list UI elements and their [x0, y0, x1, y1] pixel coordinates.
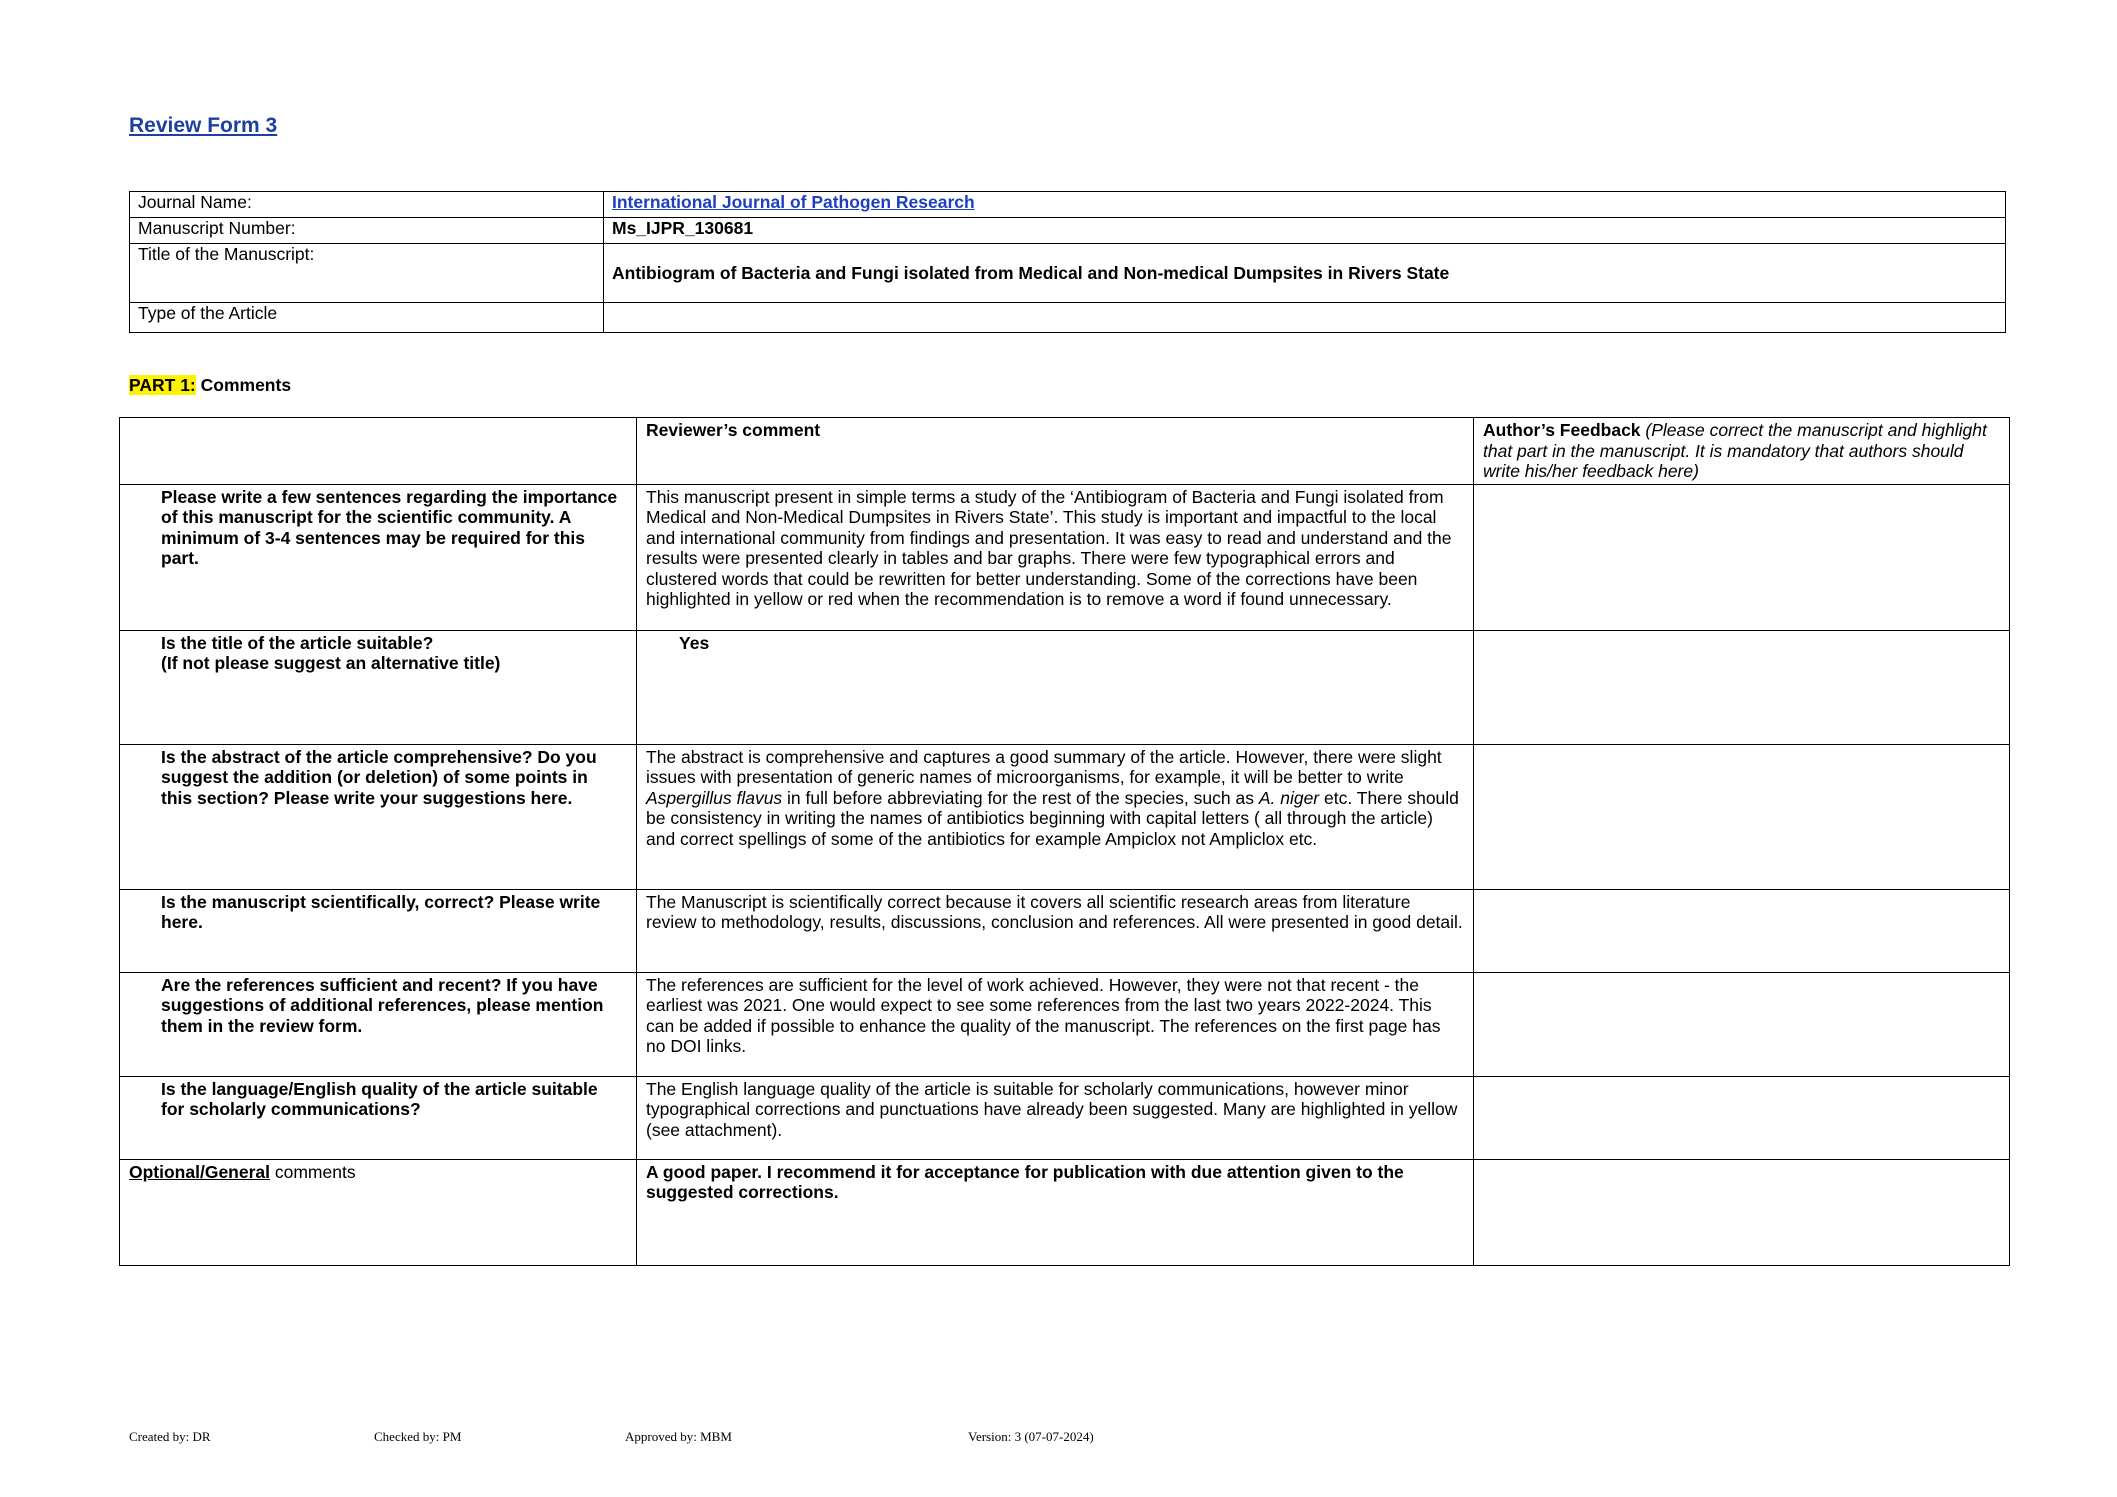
- comment-row-abstract: [120, 744, 2010, 889]
- comment-row-title: [120, 630, 2010, 744]
- footer-approved: Approved by: MBM: [625, 1429, 732, 1444]
- footer-created: Created by: DR: [129, 1429, 211, 1444]
- question-title-line1: Is the title of the article suitable?: [161, 632, 434, 653]
- comment-abstract: [637, 744, 1474, 889]
- question-optional: [120, 1159, 637, 1265]
- comment-abstract-part3: etc. There should be consistency in writing the names of antibiotics beginning with capital letters ( all through the article) and correct spellings of some of the antibiotics for example Ampiclox not Ampliclox etc.: [646, 787, 1459, 849]
- journal-label: Journal Name:: [130, 192, 604, 218]
- feedback-optional[interactable]: [1474, 1159, 2010, 1265]
- footer-checked: Checked by: PM: [374, 1429, 462, 1444]
- journal-link[interactable]: International Journal of Pathogen Research: [612, 192, 975, 212]
- comment-row-optional: [120, 1159, 2010, 1265]
- manuscript-title-row: [130, 244, 2006, 303]
- part1-highlight: PART 1:: [129, 375, 196, 395]
- feedback-scientific[interactable]: [1474, 889, 2010, 972]
- feedback-abstract[interactable]: [1474, 744, 2010, 889]
- manuscript-number-row: [130, 218, 2006, 244]
- question-abstract: Is the abstract of the article comprehensive? Do you suggest the addition (or deletion) of some points in this section? Please write your suggestions here.: [120, 744, 637, 889]
- question-references: Are the references sufficient and recent? If you have suggestions of additional references, please mention them in the review form.: [120, 972, 637, 1076]
- optional-label-rest: comments: [270, 1161, 356, 1182]
- comment-scientific: The Manuscript is scientifically correct because it covers all scientific research areas from literature review to methodology, results, discussions, conclusion and references. All were presented in good detail.: [637, 889, 1474, 972]
- question-scientific: Is the manuscript scientifically, correct? Please write here.: [120, 889, 637, 972]
- comment-row-language: [120, 1076, 2010, 1159]
- journal-row: [130, 192, 2006, 218]
- feedback-title[interactable]: [1474, 630, 2010, 744]
- comment-title-cell: [637, 630, 1474, 744]
- comment-language: The English language quality of the article is suitable for scholarly communications, however minor typographical corrections and punctuations have already been suggested. Many are highlighted in yellow (see attachment).: [637, 1076, 1474, 1159]
- question-title: [120, 630, 637, 744]
- manuscript-number-value: Ms_IJPR_130681: [604, 218, 2006, 244]
- part1-label: Comments: [195, 375, 292, 395]
- optional-label: Optional/General: [129, 1161, 270, 1182]
- comment-row-references: [120, 972, 2010, 1076]
- form-title[interactable]: Review Form 3: [129, 114, 278, 137]
- question-header-cell: [120, 418, 637, 485]
- manuscript-title-label: Title of the Manuscript:: [130, 244, 604, 303]
- comment-abstract-part2: in full before abbreviating for the rest of the species, such as: [782, 787, 1259, 808]
- manuscript-number-label: Manuscript Number:: [130, 218, 604, 244]
- part1-heading: [129, 375, 291, 396]
- journal-value-cell: [604, 192, 2006, 218]
- comment-references: The references are sufficient for the level of work achieved. However, they were not that recent - the earliest was 2021. One would expect to see some references from the last two years 2022-2024. This can be added if possible to enhance the quality of the manuscript. The references on the first page has no DOI links.: [637, 972, 1474, 1076]
- question-language: Is the language/English quality of the article suitable for scholarly communications?: [120, 1076, 637, 1159]
- comment-abstract-italic2: A. niger: [1258, 787, 1320, 808]
- comment-importance: This manuscript present in simple terms a study of the ‘Antibiogram of Bacteria and Fungi isolated from Medical and Non-Medical Dumpsites in Rivers State’. This study is important and impactful to the local and international community from findings and presentation. It was easy to read and understand and the results were presented clearly in tables and bar graphs. There were few typographical errors and clustered words that could be rewritten for better understanding. Some of the corrections have been highlighted in yellow or red when the recommendation is to remove a word if found unnecessary.: [637, 484, 1474, 630]
- question-importance: Please write a few sentences regarding the importance of this manuscript for the scientific community. A minimum of 3-4 sentences may be required for this part.: [120, 484, 637, 630]
- comment-row-importance: [120, 484, 2010, 630]
- reviewer-comment-header: Reviewer’s comment: [637, 418, 1474, 485]
- comment-abstract-italic1: Aspergillus flavus: [646, 787, 783, 808]
- author-feedback-header-note: (Please correct the manuscript and highlight that part in the manuscript. It is mandatory that authors should write his/her feedback here): [1483, 420, 1987, 481]
- question-title-line2: (If not please suggest an alternative title): [161, 653, 501, 673]
- feedback-language[interactable]: [1474, 1076, 2010, 1159]
- author-feedback-header-label: Author’s Feedback: [1483, 420, 1641, 440]
- article-type-row: [130, 303, 2006, 333]
- article-type-value: [604, 303, 2006, 333]
- feedback-references[interactable]: [1474, 972, 2010, 1076]
- footer-version: Version: 3 (07-07-2024): [968, 1429, 1094, 1444]
- comments-header-row: [120, 418, 2010, 485]
- comment-row-scientific: [120, 889, 2010, 972]
- manuscript-title-value: Antibiogram of Bacteria and Fungi isolated from Medical and Non-medical Dumpsites in Rivers State: [604, 244, 2006, 303]
- comment-title: Yes: [679, 632, 710, 653]
- comment-abstract-part1: The abstract is comprehensive and captures a good summary of the article. However, there were slight issues with presentation of generic names of microorganisms, for example, it will be better to write: [646, 746, 1442, 787]
- article-type-label: Type of the Article: [130, 303, 604, 333]
- comments-table: [119, 417, 2010, 1266]
- manuscript-info-table: [129, 191, 2006, 333]
- feedback-importance[interactable]: [1474, 484, 2010, 630]
- comment-optional: A good paper. I recommend it for acceptance for publication with due attention given to the suggested corrections.: [637, 1159, 1474, 1265]
- author-feedback-header: [1474, 418, 2010, 485]
